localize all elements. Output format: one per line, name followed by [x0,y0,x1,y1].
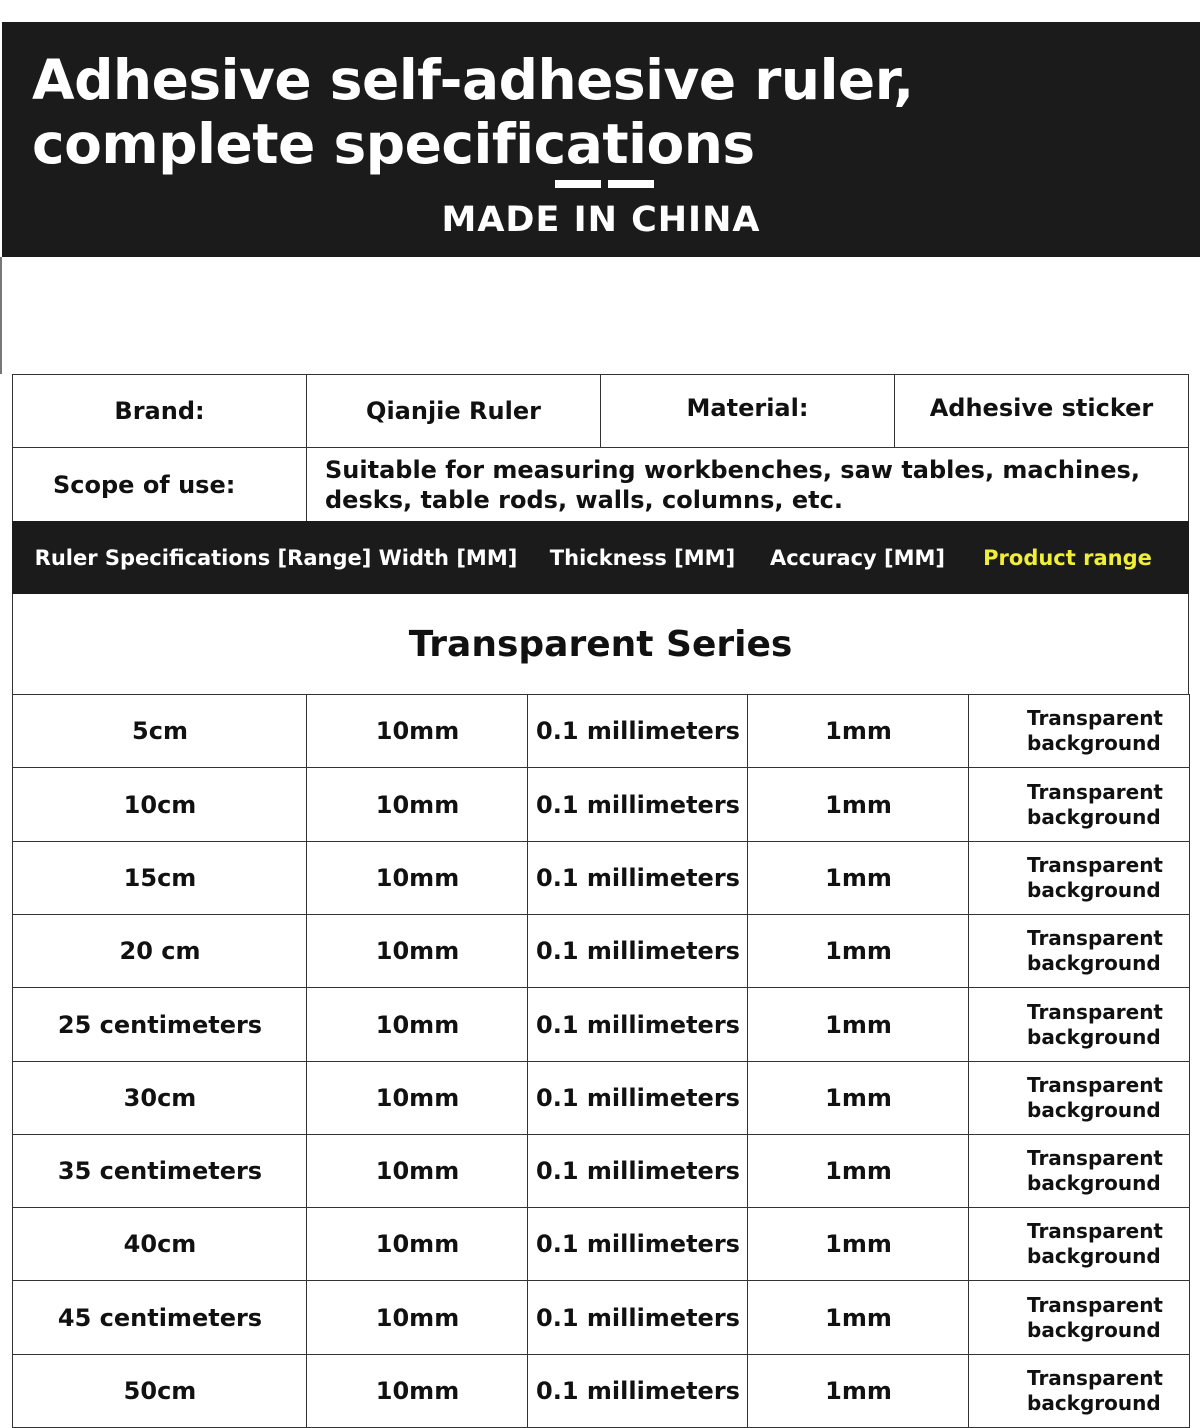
accuracy-cell: 1mm [747,1280,970,1355]
product-range-cell: Transparent background [968,1134,1190,1208]
column-header-spec: Ruler Specifications [Range] Width [MM] [34,545,518,570]
product-range-cell: Transparent background [968,694,1190,768]
width-cell: 10mm [306,841,529,915]
accuracy-cell: 1mm [747,694,970,768]
scope-label: Scope of use: [12,447,307,522]
product-range-cell: Transparent background [968,841,1190,915]
divider [0,257,2,374]
spec-cell: 50cm [12,1354,308,1428]
brand-value: Qianjie Ruler [306,374,601,448]
brand-label: Brand: [12,374,307,448]
accuracy-cell: 1mm [747,1134,970,1208]
column-header-thickness: Thickness [MM] [549,545,736,570]
spec-cell: 5cm [12,694,308,768]
series-title: Transparent Series [12,594,1189,695]
accuracy-cell: 1mm [747,1354,970,1428]
thickness-cell: 0.1 millimeters [527,1134,749,1208]
page-title: Adhesive self-adhesive ruler, complete specifications [32,48,914,176]
made-in-china-label: MADE IN CHINA [441,200,761,240]
material-value: Adhesive sticker [894,374,1189,448]
accuracy-cell: 1mm [747,987,970,1062]
width-cell: 10mm [306,1280,529,1355]
thickness-cell: 0.1 millimeters [527,1354,749,1428]
column-header-accuracy: Accuracy [MM] [769,545,946,570]
material-label: Material: [600,374,895,448]
width-cell: 10mm [306,1207,529,1281]
column-header-product-range: Product range [983,545,1152,570]
product-range-cell: Transparent background [968,914,1190,988]
accuracy-cell: 1mm [747,1207,970,1281]
spec-cell: 35 centimeters [12,1134,308,1208]
decorative-dashes [555,180,655,188]
spec-cell: 45 centimeters [12,1280,308,1355]
width-cell: 10mm [306,1134,529,1208]
spec-cell: 25 centimeters [12,987,308,1062]
thickness-cell: 0.1 millimeters [527,694,749,768]
width-cell: 10mm [306,767,529,842]
width-cell: 10mm [306,987,529,1062]
thickness-cell: 0.1 millimeters [527,914,749,988]
spec-cell: 30cm [12,1061,308,1135]
product-range-cell: Transparent background [968,987,1190,1062]
width-cell: 10mm [306,1354,529,1428]
thickness-cell: 0.1 millimeters [527,1207,749,1281]
thickness-cell: 0.1 millimeters [527,1280,749,1355]
accuracy-cell: 1mm [747,767,970,842]
thickness-cell: 0.1 millimeters [527,767,749,842]
spec-cell: 40cm [12,1207,308,1281]
accuracy-cell: 1mm [747,841,970,915]
product-range-cell: Transparent background [968,1207,1190,1281]
width-cell: 10mm [306,1061,529,1135]
accuracy-cell: 1mm [747,914,970,988]
thickness-cell: 0.1 millimeters [527,1061,749,1135]
width-cell: 10mm [306,694,529,768]
spec-cell: 15cm [12,841,308,915]
thickness-cell: 0.1 millimeters [527,987,749,1062]
accuracy-cell: 1mm [747,1061,970,1135]
product-range-cell: Transparent background [968,767,1190,842]
scope-value: Suitable for measuring workbenches, saw tables, machines, desks, table rods, walls, columns, etc. [306,447,1189,522]
thickness-cell: 0.1 millimeters [527,841,749,915]
product-range-cell: Transparent background [968,1280,1190,1355]
spec-cell: 20 cm [12,914,308,988]
width-cell: 10mm [306,914,529,988]
product-range-cell: Transparent background [968,1061,1190,1135]
spec-cell: 10cm [12,767,308,842]
title-banner [2,22,1200,257]
product-range-cell: Transparent background [968,1354,1190,1428]
